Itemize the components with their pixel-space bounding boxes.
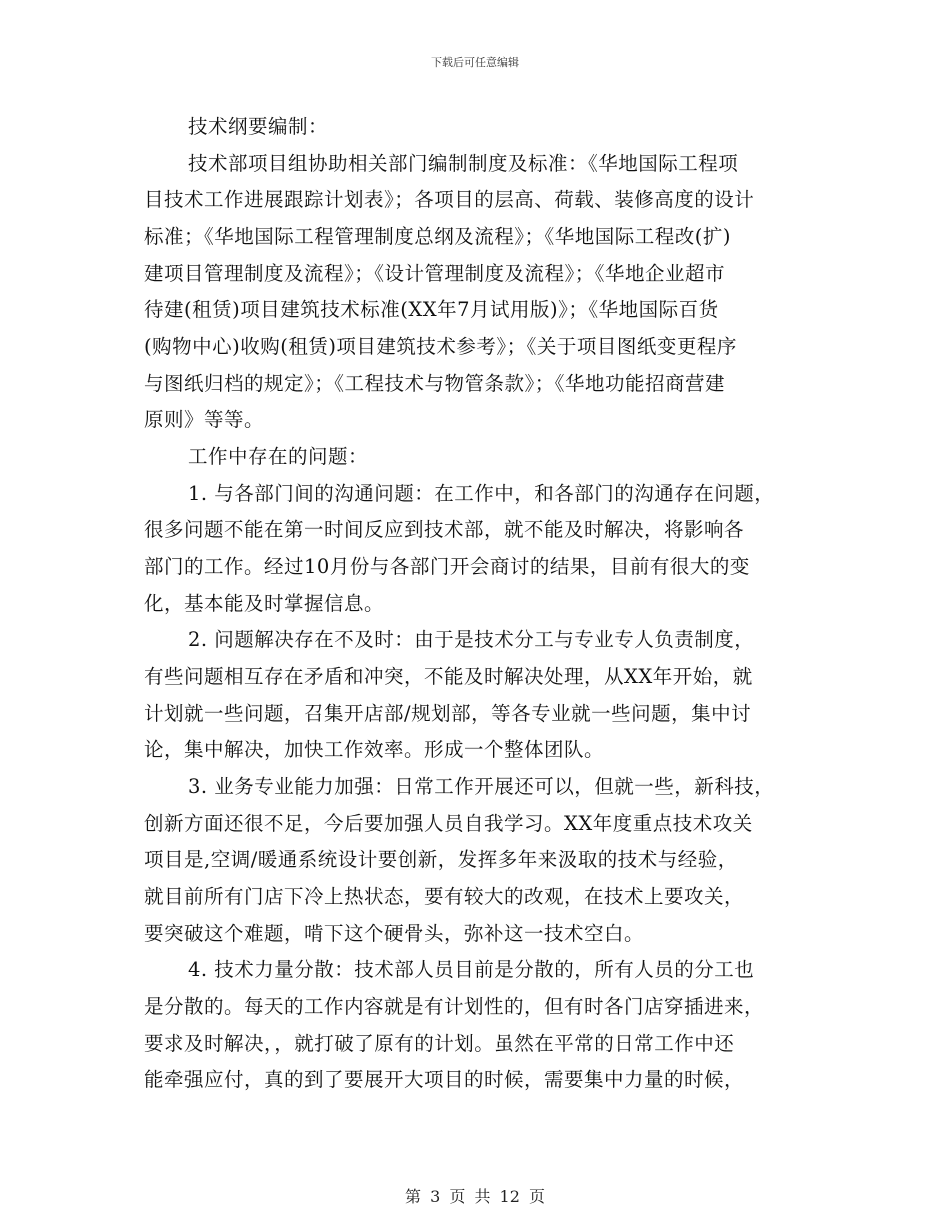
text-line: 很多问题不能在第一时间反应到技术部，就不能及时解决，将影响各 [144, 518, 745, 541]
text-line: 技术部项目组协助相关部门编制制度及标准：《华地国际工程项 [188, 152, 739, 175]
page-number-footer: 第 3 页 共 12 页 [405, 1187, 545, 1206]
text-line: 有些问题相互存在矛盾和冲突，不能及时解决处理，从XX年开始，就 [144, 665, 753, 688]
text-line: 4. 技术力量分散：技术部人员目前是分散的，所有人员的分工也 [188, 958, 755, 981]
text-line: 建项目管理制度及流程》；《设计管理制度及流程》；《华地企业超市 [144, 262, 726, 285]
text-line: 创新方面还很不足，今后要加强人员自我学习。XX年度重点技术攻关 [144, 812, 753, 835]
text-line: 论，集中解决，加快工作效率。形成一个整体团队。 [144, 738, 605, 761]
text-line: 项目是,空调/暖通系统设计要创新，发挥多年来汲取的技术与经验， [144, 848, 738, 871]
text-line: 能牵强应付，真的到了要展开大项目的时候，需要集中力量的时候， [144, 1068, 745, 1091]
text-line: 就目前所有门店下冷上热状态，要有较大的改观，在技术上要攻关， [144, 885, 745, 908]
text-line: 技术纲要编制： [188, 115, 329, 138]
text-line: 2. 问题解决存在不及时：由于是技术分工与专业专人负责制度， [188, 628, 755, 651]
text-line: 目技术工作进展跟踪计划表》；各项目的层高、荷载、装修高度的设计 [144, 188, 755, 211]
text-line: 化，基本能及时掌握信息。 [144, 592, 385, 615]
text-line: 是分散的。每天的工作内容就是有计划性的，但有时各门店穿插进来， [144, 995, 765, 1018]
text-line: 标准；《华地国际工程管理制度总纲及流程》；《华地国际工程改(扩) [144, 225, 731, 248]
text-line: 1. 与各部门间的沟通问题：在工作中，和各部门的沟通存在问题， [188, 482, 775, 505]
text-line: (购物中心)收购(租赁)项目建筑技术参考》；《关于项目图纸变更程序 [144, 335, 737, 358]
text-line: 原则》等等。 [144, 408, 265, 431]
text-line: 要求及时解决，，就打破了原有的计划。虽然在平常的日常工作中还 [144, 1032, 735, 1055]
text-line: 计划就一些问题，召集开店部/规划部，等各专业就一些问题，集中讨 [144, 702, 752, 725]
text-line: 工作中存在的问题： [188, 445, 369, 468]
text-line: 3. 业务专业能力加强：日常工作开展还可以，但就一些，新科技， [188, 775, 775, 798]
text-line: 与图纸归档的规定》；《工程技术与物管条款》；《华地功能招商营建 [144, 372, 726, 395]
text-line: 部门的工作。经过10月份与各部门开会商讨的结果，目前有很大的变 [144, 555, 750, 578]
text-line: 待建(租赁)项目建筑技术标准(XX年7月试用版)》；《华地国际百货 [144, 298, 719, 321]
text-line: 要突破这个难题，啃下这个硬骨头，弥补这一技术空白。 [144, 922, 645, 945]
page-header: 下载后可任意编辑 [431, 56, 519, 69]
